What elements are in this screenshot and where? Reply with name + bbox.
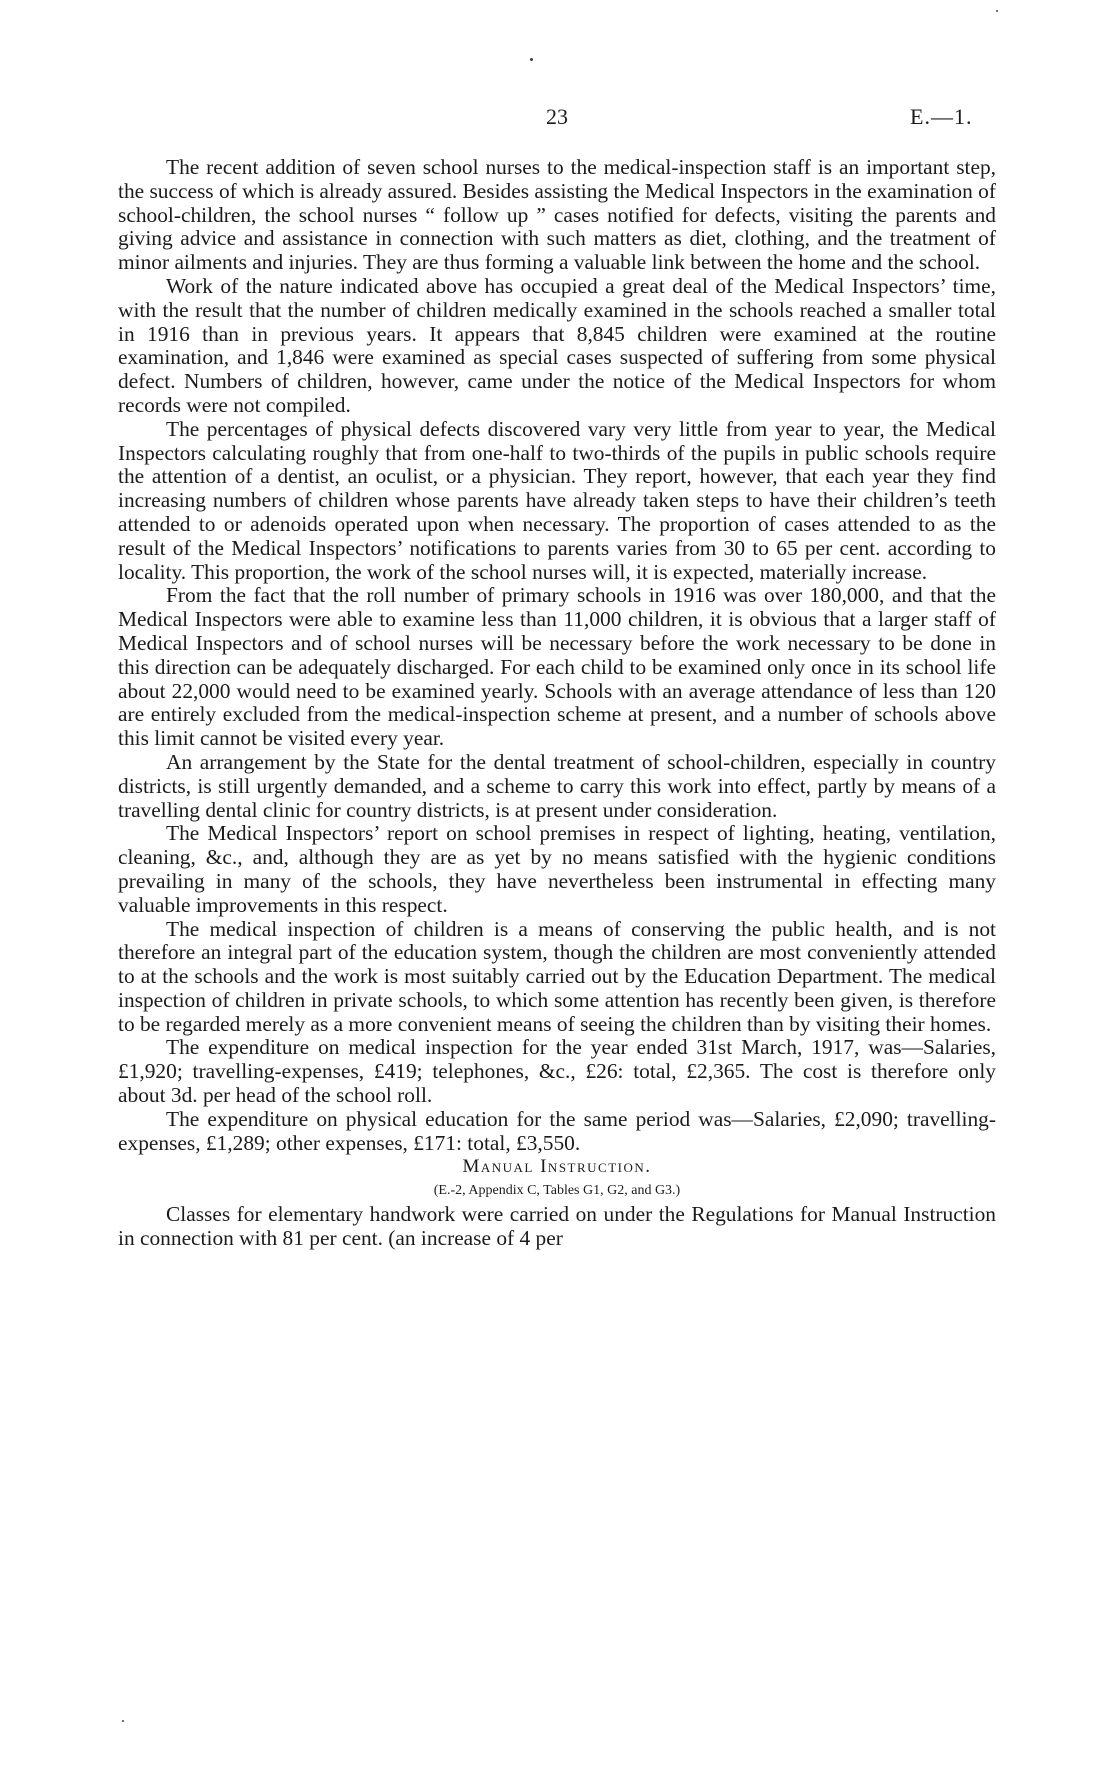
scan-speck xyxy=(530,58,533,61)
document-reference: E.—1. xyxy=(910,104,973,129)
paragraph: The percentages of physical defects discovered vary very little from year to year, the Medical Inspectors calculating roughly that from one-half to two-thirds of the pupils in public schools require the attention of a dentist, an oculist, or a physician. They report, however, that each year they find increasing numbers of children whose parents have already taken steps to have their children’s teeth attended to or adenoids operated upon when necessary. The proportion of cases attended to as the result of the Medical Inspectors’ notifications to parents varies from 30 to 65 per cent. according to locality. This proportion, the work of the school nurses will, it is expected, materially increase. xyxy=(118,416,996,584)
section-heading: Manual Instruction. xyxy=(462,1156,652,1178)
paragraph: The medical inspection of children is a means of conserving the public health, and is not therefore an integral part of the education system, though the children are most conveniently attended to at the schools and the work is most suitably carried out by the Education Department. The medical inspection of children in private schools, to which some attention has recently been given, is therefore to be regarded merely as a more convenient means of seeing the children than by visiting their homes. xyxy=(118,916,996,1036)
paragraph: From the fact that the roll number of primary schools in 1916 was over 180,000, and that the Medical Inspectors were able to examine less than 11,000 children, it is obvious that a larger staff of Medical Inspectors and of school nurses will be necessary before the work necessary to be done in this direction can be adequately discharged. For each child to be examined only once in its school life about 22,000 would need to be examined yearly. Schools with an average attendance of less than 120 are entirely excluded from the medical-inspection scheme at present, and a number of schools above this limit cannot be visited every year. xyxy=(118,583,996,751)
paragraph: An arrangement by the State for the dental treatment of school-children, especially in country districts, is still urgently demanded, and a scheme to carry this work into effect, partly by means of a travelling dental clinic for country districts, is at present under consideration. xyxy=(118,749,996,822)
paragraph: Classes for elementary handwork were carried on under the Regulations for Manual Instruction in connection with 81 per cent. (an increase of 4 per xyxy=(118,1202,996,1250)
paragraph: Work of the nature indicated above has occupied a great deal of the Medical Inspectors’ time, with the result that the number of children medically examined in the schools reached a smaller total in 1916 than in previous years. It appears that 8,845 children were examined at the routine examination, and 1,846 were examined as special cases suspected of suffering from some physical defect. Numbers of children, however, came under the notice of the Medical Inspectors for whom records were not compiled. xyxy=(118,273,996,417)
paragraph: The expenditure on medical inspection for the year ended 31st March, 1917, was—Salaries, £1,920; travelling-expenses, £419; telephones, &c., £26: total, £2,365. The cost is therefore only about 3d. per head of the school roll. xyxy=(118,1035,996,1108)
paragraph: The recent addition of seven school nurses to the medical-inspection staff is an important step, the success of which is already assured. Besides assisting the Medical Inspectors in the examination of school-children, the school nurses “ follow up ” cases notified for defects, visiting the parents and giving advice and assistance in connection with such matters as diet, clothing, and the treatment of minor ailments and injuries. They are thus forming a valuable link between the home and the school. xyxy=(118,155,996,275)
section-subheading: (E.-2, Appendix C, Tables G1, G2, and G3.) xyxy=(433,1183,681,1199)
page-header xyxy=(0,104,1114,134)
paragraph: The expenditure on physical education for the same period was—Salaries, £2,090; travelling-expenses, £1,289; other expenses, £171: total, £3,550. xyxy=(118,1106,996,1155)
scan-speck xyxy=(996,10,998,12)
scan-speck xyxy=(122,1720,124,1722)
page-number: 23 xyxy=(546,104,568,129)
paragraph: The Medical Inspectors’ report on school premises in respect of lighting, heating, ventilation, cleaning, &c., and, although they are as yet by no means satisfied with the hygienic conditions prevailing in many of the schools, they have nevertheless been instrumental in effecting many valuable improvements in this respect. xyxy=(118,821,996,917)
body-text xyxy=(118,156,996,1251)
